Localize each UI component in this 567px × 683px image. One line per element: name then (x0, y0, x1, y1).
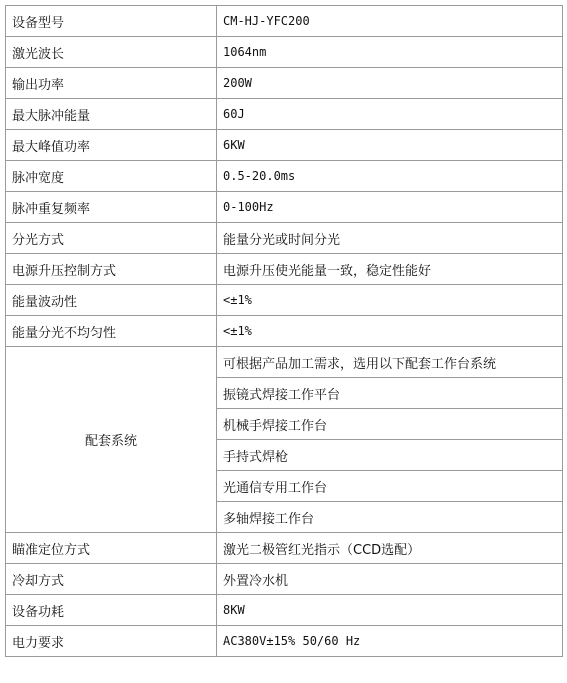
row-value: <±1% (217, 316, 563, 347)
row-value: 6KW (217, 130, 563, 161)
table-row (6, 68, 563, 99)
spec-table (5, 5, 563, 657)
row-label: 脉冲重复频率 (6, 192, 217, 223)
table-row (6, 595, 563, 626)
row-value: 能量分光或时间分光 (217, 223, 563, 254)
row-value: 0.5-20.0ms (217, 161, 563, 192)
row-label: 能量分光不均匀性 (6, 316, 217, 347)
row-label: 脉冲宽度 (6, 161, 217, 192)
row-value: 8KW (217, 595, 563, 626)
table-row (6, 37, 563, 68)
table-row (6, 564, 563, 595)
table-row (6, 130, 563, 161)
row-value: 外置冷水机 (217, 564, 563, 595)
row-label: 输出功率 (6, 68, 217, 99)
row-label: 最大脉冲能量 (6, 99, 217, 130)
row-value: CM-HJ-YFC200 (217, 6, 563, 37)
table-row (6, 347, 563, 378)
group-label: 配套系统 (6, 347, 217, 533)
table-row (6, 223, 563, 254)
row-value: 1064nm (217, 37, 563, 68)
table-row (6, 6, 563, 37)
row-label: 冷却方式 (6, 564, 217, 595)
table-row (6, 316, 563, 347)
row-value: 电源升压使光能量一致，稳定性能好 (217, 254, 563, 285)
group-item: 振镜式焊接工作平台 (217, 378, 563, 409)
row-value: 200W (217, 68, 563, 99)
row-label: 电力要求 (6, 626, 217, 657)
group-item: 可根据产品加工需求，选用以下配套工作台系统 (217, 347, 563, 378)
group-item: 手持式焊枪 (217, 440, 563, 471)
row-label: 分光方式 (6, 223, 217, 254)
row-label: 设备功耗 (6, 595, 217, 626)
table-row (6, 254, 563, 285)
row-label: 最大峰值功率 (6, 130, 217, 161)
group-item: 多轴焊接工作台 (217, 502, 563, 533)
table-row (6, 626, 563, 657)
row-value: 0-100Hz (217, 192, 563, 223)
group-item: 机械手焊接工作台 (217, 409, 563, 440)
row-label: 瞄准定位方式 (6, 533, 217, 564)
row-value: AC380V±15% 50/60 Hz (217, 626, 563, 657)
row-label: 设备型号 (6, 6, 217, 37)
row-label: 激光波长 (6, 37, 217, 68)
row-value: <±1% (217, 285, 563, 316)
row-value: 60J (217, 99, 563, 130)
table-row (6, 161, 563, 192)
group-item: 光通信专用工作台 (217, 471, 563, 502)
row-label: 电源升压控制方式 (6, 254, 217, 285)
table-row (6, 192, 563, 223)
table-row (6, 99, 563, 130)
table-row (6, 533, 563, 564)
row-label: 能量波动性 (6, 285, 217, 316)
row-value: 激光二极管红光指示（CCD选配） (217, 533, 563, 564)
table-row (6, 285, 563, 316)
